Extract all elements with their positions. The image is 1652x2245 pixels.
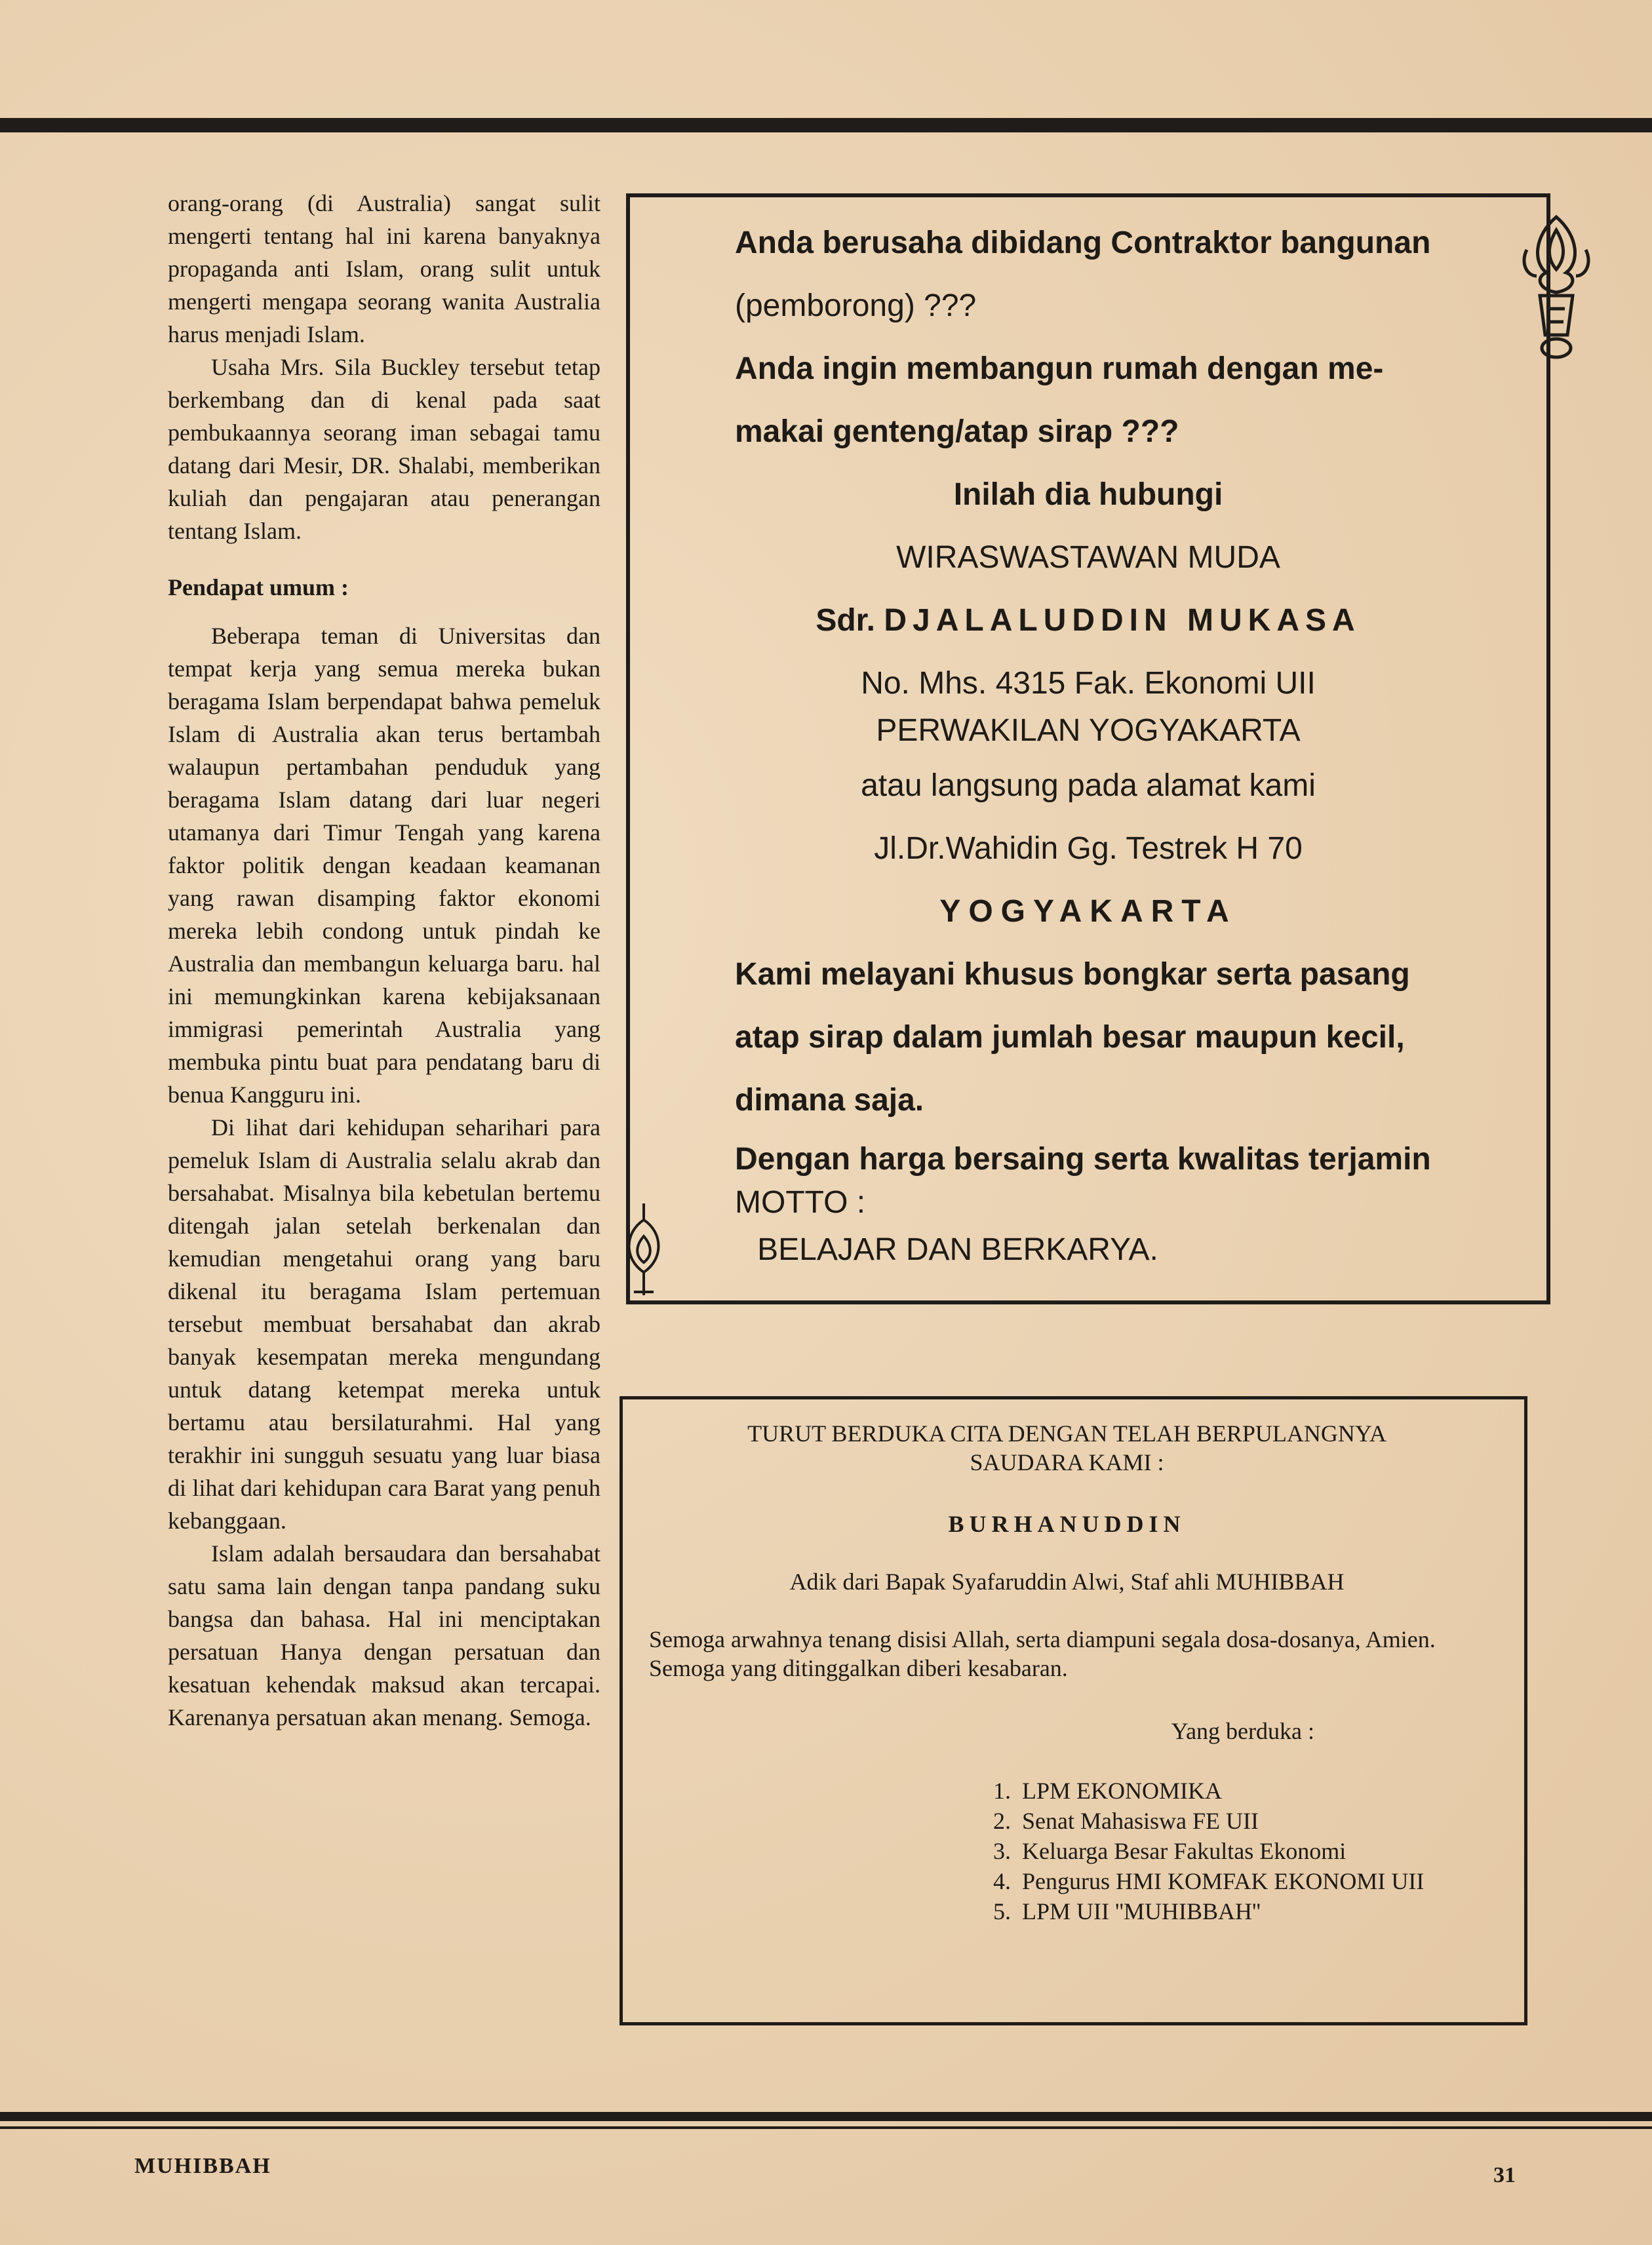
ornament-icon: [1520, 210, 1592, 368]
bottom-rule: [0, 2112, 1652, 2121]
article-paragraph: Beberapa teman di Universitas dan tempat kerja yang semua mereka bukan beragama Islam berpendapat bahwa pemeluk Islam di Australia akan terus bertambah walaupun pertambahan penduduk yang beragama Islam datang dari luar negeri utamanya dari Timur Tengah yang karena faktor politik dengan keadaan keamanan yang rawan disamping faktor ekonomi mereka lebih condong untuk pindah ke Australia dan membangun keluarga baru. hal ini memungkinkan karena kebijaksanaan immigrasi pemerintah Australia yang membuka pintu buat para pendatang baru di benua Kangguru ini.: [168, 623, 600, 1108]
page-number: 31: [1493, 2163, 1516, 2187]
deceased-name: BURHANUDDIN: [948, 1511, 1186, 1537]
ad-motto-slogan: BELAJAR DAN BERKARYA.: [757, 1232, 1158, 1267]
article-paragraph: Usaha Mrs. Sila Buckley tersebut tetap berkembang dan di kenal pada saat pembukaannya seorang iman sebagai tamu datang dari Mesir, DR. Shalabi, memberikan kuliah dan pengajaran atau penerangan tentang Islam.: [168, 354, 600, 544]
ad-person-name: DJALALUDDIN MUKASA: [884, 603, 1361, 638]
ad-city: YOGYAKARTA: [939, 894, 1237, 929]
mourners-label: Yang berduka :: [1171, 1718, 1314, 1744]
condolence-prayer: Semoga arwahnya tenang disisi Allah, serta diampuni segala dosa-dosanya, Amien.: [649, 1626, 1436, 1652]
ad-person: [696, 589, 1481, 652]
list-text: LPM EKONOMIKA: [1022, 1778, 1222, 1804]
list-text: Pengurus HMI KOMFAK EKONOMI UII: [1022, 1868, 1425, 1894]
list-number: 5.: [993, 1898, 1011, 1924]
ad-address: Jl.Dr.Wahidin Gg. Testrek H 70: [874, 831, 1303, 866]
ad-motto-label: MOTTO :: [735, 1185, 866, 1220]
ad-question-2a: Anda ingin membangun rumah dengan me-: [735, 351, 1384, 386]
ornament-icon: [621, 1200, 667, 1298]
ad-question-1b: (pemborong) ???: [735, 288, 977, 323]
list-number: 2.: [993, 1808, 1011, 1834]
condolence-heading: TURUT BERDUKA CITA DENGAN TELAH BERPULANGNYA: [747, 1420, 1386, 1447]
ad-price: Dengan harga bersaing serta kwalitas terjamin: [735, 1142, 1431, 1177]
list-item: [993, 1896, 1485, 1926]
list-item: [993, 1806, 1485, 1836]
list-item: [993, 1776, 1485, 1806]
list-text: LPM UII ''MUHIBBAH'': [1022, 1898, 1261, 1924]
ad-company: WIRASWASTAWAN MUDA: [896, 540, 1280, 575]
list-number: 4.: [993, 1868, 1011, 1894]
condolence-notice: [620, 1396, 1527, 2025]
list-item: [993, 1836, 1485, 1866]
deceased-relation: Adik dari Bapak Syafaruddin Alwi, Staf ahli MUHIBBAH: [789, 1569, 1345, 1595]
ad-service-line: Kami melayani khusus bongkar serta pasang: [735, 957, 1410, 992]
list-text: Keluarga Besar Fakultas Ekonomi: [1022, 1838, 1347, 1864]
ad-service-line: atap sirap dalam jumlah besar maupun kecil,: [735, 1020, 1405, 1055]
ad-question-1a: Anda berusaha dibidang Contraktor bangunan: [735, 225, 1431, 260]
ad-person-title: Sdr.: [816, 603, 876, 638]
article-paragraph: Islam adalah bersaudara dan bersahabat satu sama lain dengan tanpa pandang suku bangsa dan bahasa. Hal ini menciptakan persatuan Hanya dengan persatuan dan kesatuan kehendak maksud akan tercapai. Karenanya persatuan akan menang. Semoga.: [168, 1540, 600, 1730]
list-text: Senat Mahasiswa FE UII: [1022, 1808, 1259, 1834]
condolence-heading: SAUDARA KAMI :: [970, 1449, 1164, 1475]
ad-alt-intro: atau langsung pada alamat kami: [861, 768, 1316, 803]
article-column: [168, 187, 600, 1734]
list-number: 1.: [993, 1778, 1011, 1804]
article-paragraph: Di lihat dari kehidupan seharihari para pemeluk Islam di Australia selalu akrab dan bersahabat. Misalnya bila kebetulan bertemu ditengah jalan setelah berkenalan dan kemudian mengetahui orang yang baru dikenal itu beragama Islam pertemuan tersebut membuat bersahabat dan akrab banyak kesempatan mereka mengundang untuk datang ketempat mereka untuk bertamu atau bersilaturahmi. Hal yang terakhir ini sungguh sesuatu yang luar biasa di lihat dari kehidupan cara Barat yang penuh kebanggaan.: [168, 1114, 600, 1534]
advertisement-box: [626, 193, 1550, 1304]
top-rule: [0, 118, 1652, 132]
ad-contact-intro: Inilah dia hubungi: [953, 477, 1223, 512]
article-paragraph: orang-orang (di Australia) sangat sulit mengerti tentang hal ini karena banyaknya propaganda anti Islam, orang sulit untuk mengerti mengapa seorang wanita Australia harus menjadi Islam.: [168, 190, 600, 347]
section-heading: Pendapat umum :: [168, 574, 349, 600]
bottom-rule-thin: [0, 2126, 1652, 2129]
ad-student-id: No. Mhs. 4315 Fak. Ekonomi UII: [861, 666, 1316, 701]
mourners-list: [649, 1776, 1485, 1926]
ad-question-2b: makai genteng/atap sirap ???: [735, 414, 1179, 449]
ad-service-line: dimana saja.: [735, 1083, 924, 1118]
condolence-prayer: Semoga yang ditinggalkan diberi kesabaran.: [649, 1655, 1068, 1681]
list-item: [993, 1866, 1485, 1896]
list-number: 3.: [993, 1838, 1011, 1864]
publication-name: MUHIBBAH: [134, 2154, 271, 2178]
ad-office: PERWAKILAN YOGYAKARTA: [876, 713, 1301, 748]
